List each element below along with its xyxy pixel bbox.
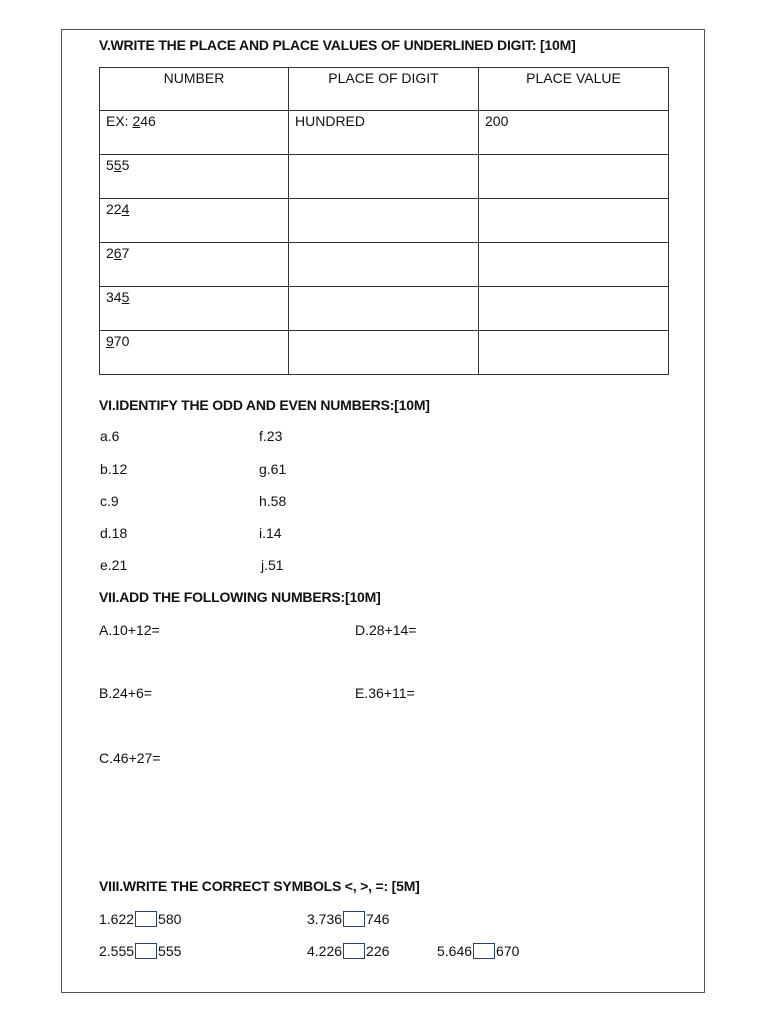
place-of-digit-cell[interactable]: [289, 155, 479, 199]
table-row: [100, 331, 669, 375]
addition-item-b: B.24+6=: [99, 685, 152, 701]
section-6-heading: VI.IDENTIFY THE ODD AND EVEN NUMBERS:[10M]: [99, 397, 430, 413]
place-value-cell[interactable]: [479, 155, 669, 199]
place-value-cell[interactable]: [479, 243, 669, 287]
section-5-heading: V.WRITE THE PLACE AND PLACE VALUES OF UNDERLINED DIGIT: [10M]: [99, 37, 576, 53]
odd-even-item-g: g.61: [259, 461, 287, 477]
place-of-digit-cell[interactable]: [289, 243, 479, 287]
odd-even-item-j: j.51: [261, 557, 284, 573]
symbol-answer-box[interactable]: [473, 943, 495, 959]
column-header-place-value: PLACE VALUE: [479, 68, 669, 111]
number-suffix: 5: [121, 157, 130, 173]
number-cell: [100, 111, 289, 155]
table-row: [100, 243, 669, 287]
number-suffix: 46: [140, 113, 156, 129]
number-prefix: 34: [106, 289, 122, 305]
number-cell: [100, 243, 289, 287]
number-prefix: 2: [106, 245, 114, 261]
table-header-row: [100, 68, 669, 111]
place-value-table: [99, 67, 669, 375]
comparison-right-value: 670: [496, 943, 520, 959]
symbol-answer-box[interactable]: [343, 911, 365, 927]
number-cell: [100, 287, 289, 331]
place-value-cell[interactable]: [479, 287, 669, 331]
underlined-digit: 6: [113, 245, 122, 261]
symbol-answer-box[interactable]: [343, 943, 365, 959]
comparison-item-2: [99, 943, 181, 959]
odd-even-item-i: i.14: [259, 525, 282, 541]
place-of-digit-cell[interactable]: [289, 287, 479, 331]
addition-item-e: E.36+11=: [355, 685, 415, 701]
number-suffix: 7: [121, 245, 130, 261]
comparison-right-value: 226: [366, 943, 390, 959]
comparison-left-value: 4.226: [307, 943, 343, 959]
place-of-digit-cell[interactable]: [289, 331, 479, 375]
number-suffix: 70: [113, 333, 130, 349]
comparison-item-4: [307, 943, 389, 959]
underlined-digit: 5: [113, 157, 122, 173]
section-7-heading: VII.ADD THE FOLLOWING NUMBERS:[10M]: [99, 589, 381, 605]
place-value-cell[interactable]: [479, 331, 669, 375]
place-value-cell[interactable]: 200: [479, 111, 669, 155]
comparison-left-value: 3.736: [307, 911, 343, 927]
place-of-digit-cell[interactable]: [289, 199, 479, 243]
number-cell: [100, 199, 289, 243]
comparison-item-1: [99, 911, 181, 927]
odd-even-item-c: c.9: [100, 493, 119, 509]
column-header-number: NUMBER: [100, 68, 289, 111]
place-of-digit-cell[interactable]: HUNDRED: [289, 111, 479, 155]
odd-even-item-d: d.18: [100, 525, 128, 541]
comparison-left-value: 1.622: [99, 911, 135, 927]
odd-even-item-f: f.23: [259, 428, 283, 444]
symbol-answer-box[interactable]: [135, 911, 157, 927]
underlined-digit: 5: [121, 289, 130, 305]
column-header-place-of-digit: PLACE OF DIGIT: [289, 68, 479, 111]
addition-item-c: C.46+27=: [99, 750, 161, 766]
odd-even-item-b: b.12: [100, 461, 128, 477]
comparison-item-3: [307, 911, 389, 927]
number-prefix: EX:: [106, 113, 133, 129]
underlined-digit: 4: [121, 201, 130, 217]
place-value-cell[interactable]: [479, 199, 669, 243]
table-row: [100, 111, 669, 155]
addition-item-a: A.10+12=: [99, 622, 160, 638]
comparison-right-value: 580: [158, 911, 182, 927]
number-prefix: 5: [106, 157, 114, 173]
underlined-digit: 2: [132, 113, 141, 129]
symbol-answer-box[interactable]: [135, 943, 157, 959]
odd-even-item-a: a.6: [100, 428, 120, 444]
comparison-left-value: 2.555: [99, 943, 135, 959]
table-row: [100, 155, 669, 199]
section-8-heading: VIII.WRITE THE CORRECT SYMBOLS <, >, =: [5M]: [99, 878, 420, 894]
number-prefix: 22: [106, 201, 122, 217]
odd-even-item-e: e.21: [100, 557, 128, 573]
table-row: [100, 199, 669, 243]
comparison-item-5: [437, 943, 519, 959]
comparison-left-value: 5.646: [437, 943, 473, 959]
comparison-right-value: 746: [366, 911, 390, 927]
number-cell: [100, 331, 289, 375]
underlined-digit: 9: [106, 333, 114, 349]
addition-item-d: D.28+14=: [355, 622, 417, 638]
odd-even-item-h: h.58: [259, 493, 287, 509]
comparison-right-value: 555: [158, 943, 182, 959]
table-row: [100, 287, 669, 331]
number-cell: [100, 155, 289, 199]
